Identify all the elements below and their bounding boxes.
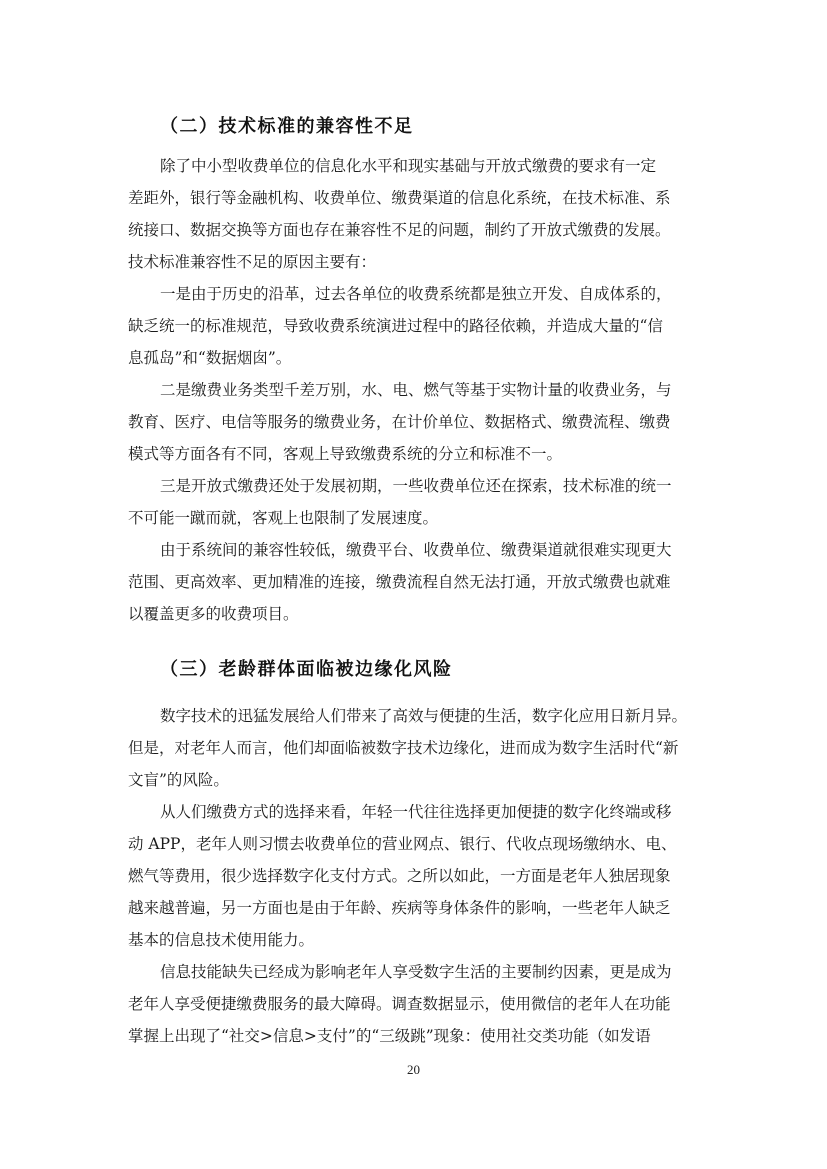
paragraph-line: 二是缴费业务类型千差万别，水、电、燃气等基于实物计量的收费业务，与 bbox=[160, 381, 672, 399]
paragraph-line: 一是由于历史的沿革，过去各单位的收费系统都是独立开发、自成体系的， bbox=[160, 285, 672, 303]
section-body bbox=[128, 150, 700, 630]
section-body bbox=[128, 700, 700, 1052]
paragraph-line: 燃气等费用，很少选择数字化支付方式。之所以如此，一方面是老年人独居现象 bbox=[128, 867, 671, 885]
page-number: 20 bbox=[407, 1062, 420, 1077]
paragraph-line: 掌握上出现了“社交>信息>支付”的“三级跳”现象：使用社交类功能（如发语 bbox=[128, 1027, 651, 1045]
paragraph-line: 教育、医疗、电信等服务的缴费业务，在计价单位、数据格式、缴费流程、缴费 bbox=[128, 413, 671, 431]
paragraph-line: 老年人享受便捷缴费服务的最大障碍。调查数据显示，使用微信的老年人在功能 bbox=[128, 995, 671, 1013]
paragraph-line: 三是开放式缴费还处于发展初期，一些收费单位还在探索，技术标准的统一 bbox=[160, 477, 672, 495]
paragraph-line: 不可能一蹴而就，客观上也限制了发展速度。 bbox=[128, 509, 439, 527]
paragraph-line: 技术标准兼容性不足的原因主要有： bbox=[128, 253, 377, 271]
paragraph-line: 以覆盖更多的收费项目。 bbox=[128, 605, 299, 623]
paragraph-line: 差距外，银行等金融机构、收费单位、缴费渠道的信息化系统，在技术标准、系 bbox=[128, 189, 671, 207]
paragraph-line: 息孤岛”和“数据烟囱”。 bbox=[128, 349, 292, 367]
paragraph-line: 文盲”的风险。 bbox=[128, 771, 229, 789]
paragraph-line: 基本的信息技术使用能力。 bbox=[128, 931, 315, 949]
paragraph-line: 信息技能缺失已经成为影响老年人享受数字生活的主要制约因素，更是成为 bbox=[160, 963, 672, 981]
paragraph-line: 模式等方面各有不同，客观上导致缴费系统的分立和标准不一。 bbox=[128, 445, 563, 463]
paragraph-line: 越来越普遍，另一方面也是由于年龄、疾病等身体条件的影响，一些老年人缺乏 bbox=[128, 899, 671, 917]
paragraph-line: 除了中小型收费单位的信息化水平和现实基础与开放式缴费的要求有一定 bbox=[160, 157, 657, 175]
paragraph-line: 范围、更高效率、更加精准的连接，缴费流程自然无法打通，开放式缴费也就难 bbox=[128, 573, 671, 591]
paragraph-line: 但是，对老年人而言，他们却面临被数字技术边缘化，进而成为数字生活时代“新 bbox=[128, 739, 679, 757]
section-heading: （三）老龄群体面临被边缘化风险 bbox=[160, 659, 453, 680]
section-heading: （二）技术标准的兼容性不足 bbox=[160, 116, 414, 137]
paragraph-line: 缺乏统一的标准规范，导致收费系统演进过程中的路径依赖，并造成大量的“信 bbox=[128, 317, 663, 335]
paragraph-line: 由于系统间的兼容性较低，缴费平台、收费单位、缴费渠道就很难实现更大 bbox=[160, 541, 672, 559]
paragraph-line: 数字技术的迅猛发展给人们带来了高效与便捷的生活，数字化应用日新月异。 bbox=[160, 707, 688, 725]
paragraph-line: 动 APP，老年人则习惯去收费单位的营业网点、银行、代收点现场缴纳水、电、 bbox=[128, 835, 677, 853]
paragraph-line: 从人们缴费方式的选择来看，年轻一代往往选择更加便捷的数字化终端或移 bbox=[160, 803, 672, 821]
paragraph-line: 统接口、数据交换等方面也存在兼容性不足的问题，制约了开放式缴费的发展。 bbox=[128, 221, 671, 239]
